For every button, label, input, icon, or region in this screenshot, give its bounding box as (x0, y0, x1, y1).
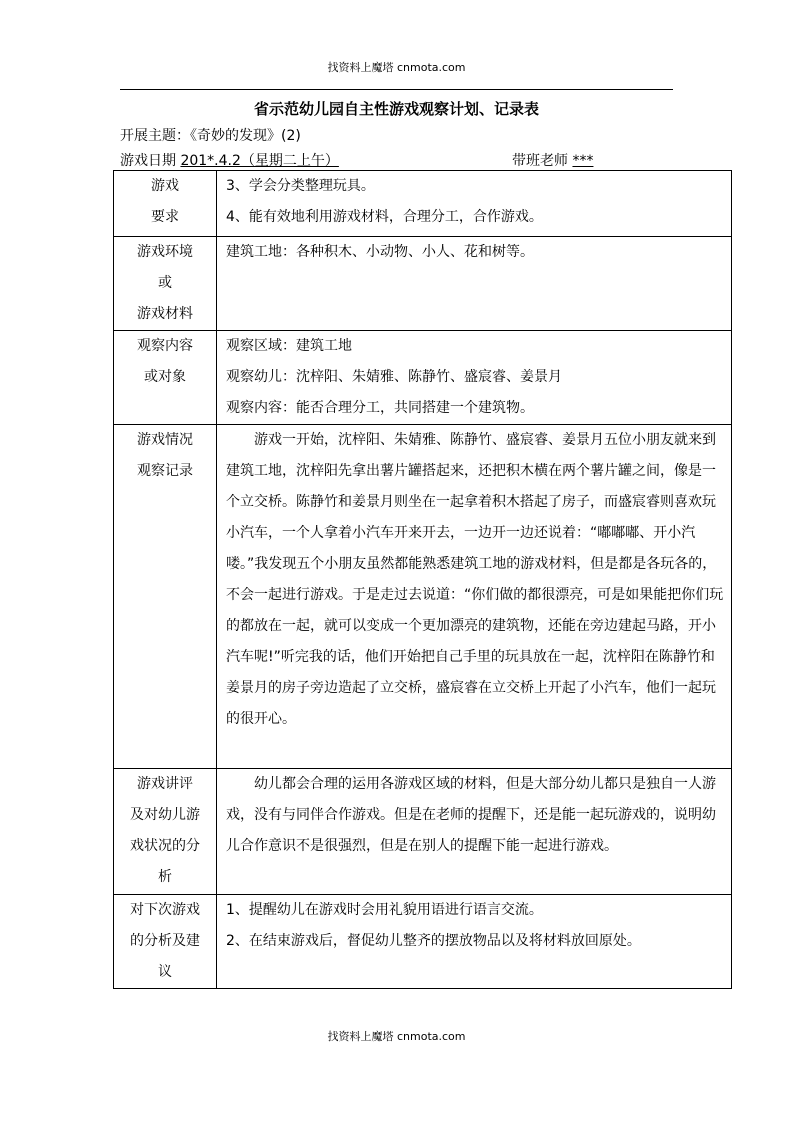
row-observation-target (114, 331, 732, 425)
row-evaluation (114, 769, 732, 895)
teacher-line (512, 150, 593, 170)
content-observation-record: 游戏一开始，沈梓阳、朱婧雅、陈静竹、盛宸睿、姜景月五位小朋友就来到建筑工地，沈梓阳先拿出薯片罐搭起来，还把积木横在两个薯片罐之间，像是一个立交桥。陈静竹和姜景月则坐在一起拿着积木搭起了房子，而盛宸睿则喜欢玩小汽车，一个人拿着小汽车开来开去，一边开一边还说着：“嘟嘟嘟、开小汽喽。”我发现五个小朋友虽然都能熟悉建筑工地的游戏材料，但是都是各玩各的，不会一起进行游戏。于是走过去说道：“你们做的都很漂亮，可是如果能把你们玩的都放在一起，就可以变成一个更加漂亮的建筑物，还能在旁边建起马路，开小汽车呢!”听完我的话，他们开始把自己手里的玩具放在一起，沈梓阳在陈静竹和姜景月的房子旁边造起了立交桥，盛宸睿在立交桥上开起了小汽车，他们一起玩的很开心。 (217, 425, 732, 769)
label-suggestions: 对下次游戏 的分析及建 议 (114, 895, 217, 989)
row-suggestions (114, 895, 732, 989)
site-label-top: 找资料上魔塔 cnmota.com (327, 61, 466, 74)
label-environment: 游戏环境 或 游戏材料 (114, 237, 217, 331)
content-suggestions: 1、提醒幼儿在游戏时会用礼貌用语进行语言交流。 2、在结束游戏后，督促幼儿整齐的摆放物品以及将材料放回原处。 (217, 895, 732, 989)
header-rule (120, 89, 673, 90)
page-title: 省示范幼儿园自主性游戏观察计划、记录表 (253, 100, 539, 118)
content-requirements: 3、学会分类整理玩具。 4、能有效地利用游戏材料，合理分工，合作游戏。 (217, 171, 732, 237)
row-observation-record (114, 425, 732, 769)
teacher-label: 带班老师 (512, 153, 568, 169)
label-evaluation: 游戏讲评 及对幼儿游 戏状况的分 析 (114, 769, 217, 895)
site-label-bottom: 找资料上魔塔 cnmota.com (327, 1030, 466, 1043)
content-evaluation: 幼儿都会合理的运用各游戏区域的材料，但是大部分幼儿都只是独自一人游戏，没有与同伴合作游戏。但是在老师的提醒下，还是能一起玩游戏的，说明幼儿合作意识不是很强烈，但是在别人的提醒下能一起进行游戏。 (217, 769, 732, 895)
date-value: 201*.4.2（星期二上午） (180, 153, 339, 169)
content-environment: 建筑工地：各种积木、小动物、小人、花和树等。 (217, 237, 732, 331)
date-label: 游戏日期 (120, 153, 176, 169)
theme-line: 开展主题：《奇妙的发现》(2) (120, 128, 301, 144)
observation-table (113, 170, 732, 989)
label-observation-record: 游戏情况 观察记录 (114, 425, 217, 769)
date-line (120, 150, 339, 170)
label-observation-target: 观察内容 或对象 (114, 331, 217, 425)
row-requirements (114, 171, 732, 237)
label-requirements: 游戏 要求 (114, 171, 217, 237)
teacher-value: *** (572, 153, 594, 169)
content-observation-target: 观察区域：建筑工地 观察幼儿：沈梓阳、朱婧雅、陈静竹、盛宸睿、姜景月 观察内容：能否合理分工，共同搭建一个建筑物。 (217, 331, 732, 425)
row-environment (114, 237, 732, 331)
